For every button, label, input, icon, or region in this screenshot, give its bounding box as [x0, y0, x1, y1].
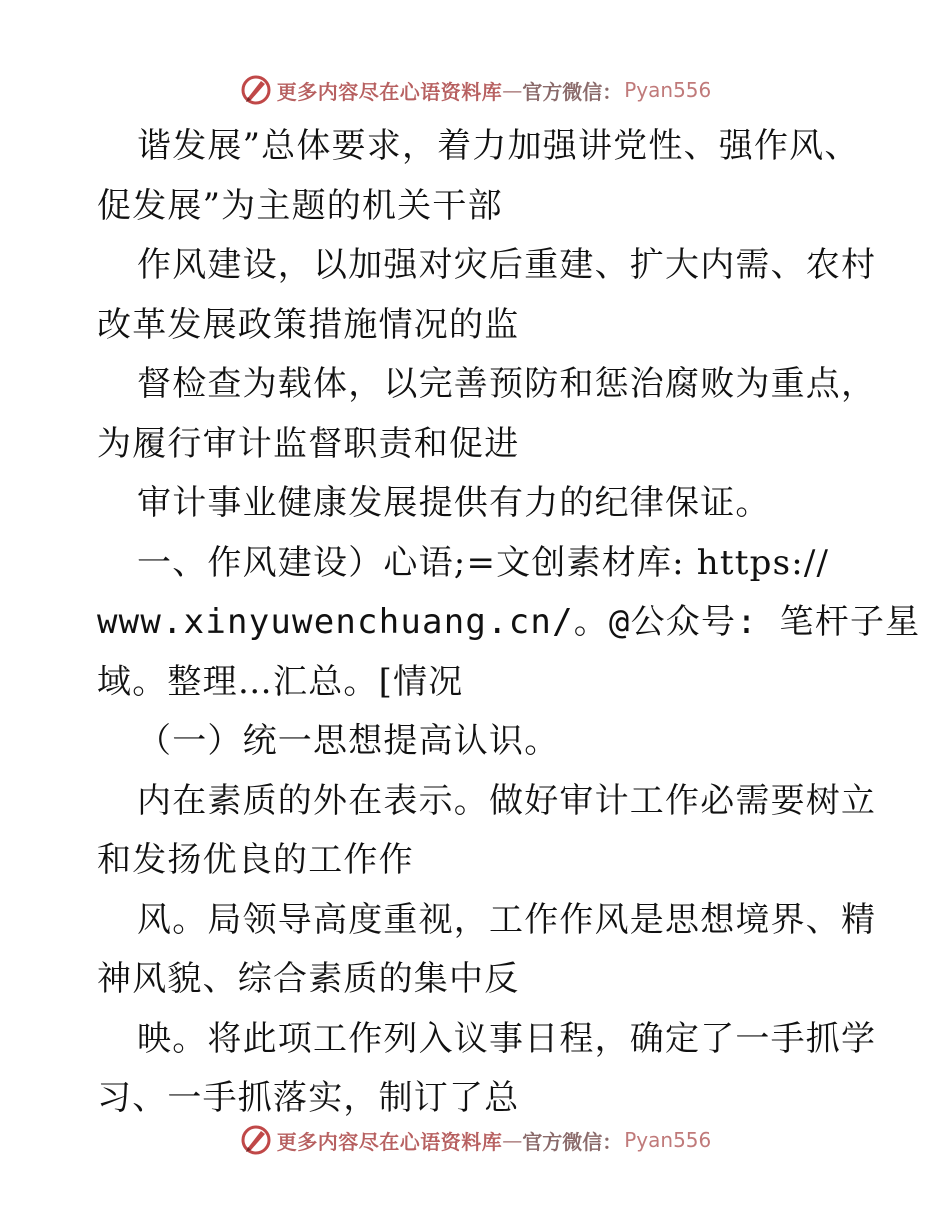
text-line: 促发展”为主题的机关干部 [97, 185, 503, 226]
text-line: 习、一手抓落实，制订了总 [97, 1078, 520, 1118]
quill-circle-icon [239, 73, 273, 107]
watermark-id: Pyan556 [624, 1128, 712, 1152]
watermark-id: Pyan556 [624, 78, 712, 102]
watermark-sub-text: 官方微信： [522, 79, 623, 104]
watermark-main-text: 更多内容尽在心语资料库 [276, 1129, 503, 1154]
text-line: 和发扬优良的工作作 [97, 840, 414, 880]
watermark-sub-text: 官方微信： [522, 1129, 623, 1154]
watermark-dash: — [502, 1128, 523, 1152]
text-line: 神风貌、综合素质的集中反 [97, 959, 520, 999]
quill-circle-icon [239, 1123, 273, 1157]
text-line: 改革发展政策措施情况的监 [97, 304, 520, 345]
text-line: 一、作风建设）心语;=文创素材库: https:// [137, 542, 830, 583]
text-line: 审计事业健康发展提供有力的纪律保证。 [137, 483, 771, 523]
text-line: 为履行审计监督职责和促进 [97, 423, 520, 464]
text-line: 谐发展”总体要求，着力加强讲党性、强作风、 [137, 126, 860, 166]
header-watermark [0, 70, 950, 110]
footer-watermark [0, 1120, 950, 1160]
watermark-dash: — [502, 78, 523, 102]
text-line: www.xinyuwenchuang.cn/。@公众号: 笔杆子星 [97, 602, 921, 642]
text-line: 督检查为载体，以完善预防和惩治腐败为重点， [137, 364, 877, 404]
text-line: （一）统一思想提高认识。 [137, 721, 560, 761]
text-line: 内在素质的外在表示。做好审计工作必需要树立 [137, 780, 877, 821]
text-line: 作风建设，以加强对灾后重建、扩大内需、农村 [137, 245, 877, 285]
watermark-main-text: 更多内容尽在心语资料库 [276, 79, 503, 104]
text-line: 风。局领导高度重视，工作作风是思想境界、精 [137, 899, 877, 940]
text-line: 域。整理…汇总。[情况 [97, 661, 464, 702]
text-line: 映。将此项工作列入议事日程，确定了一手抓学 [137, 1018, 877, 1059]
document-body [97, 117, 921, 1129]
